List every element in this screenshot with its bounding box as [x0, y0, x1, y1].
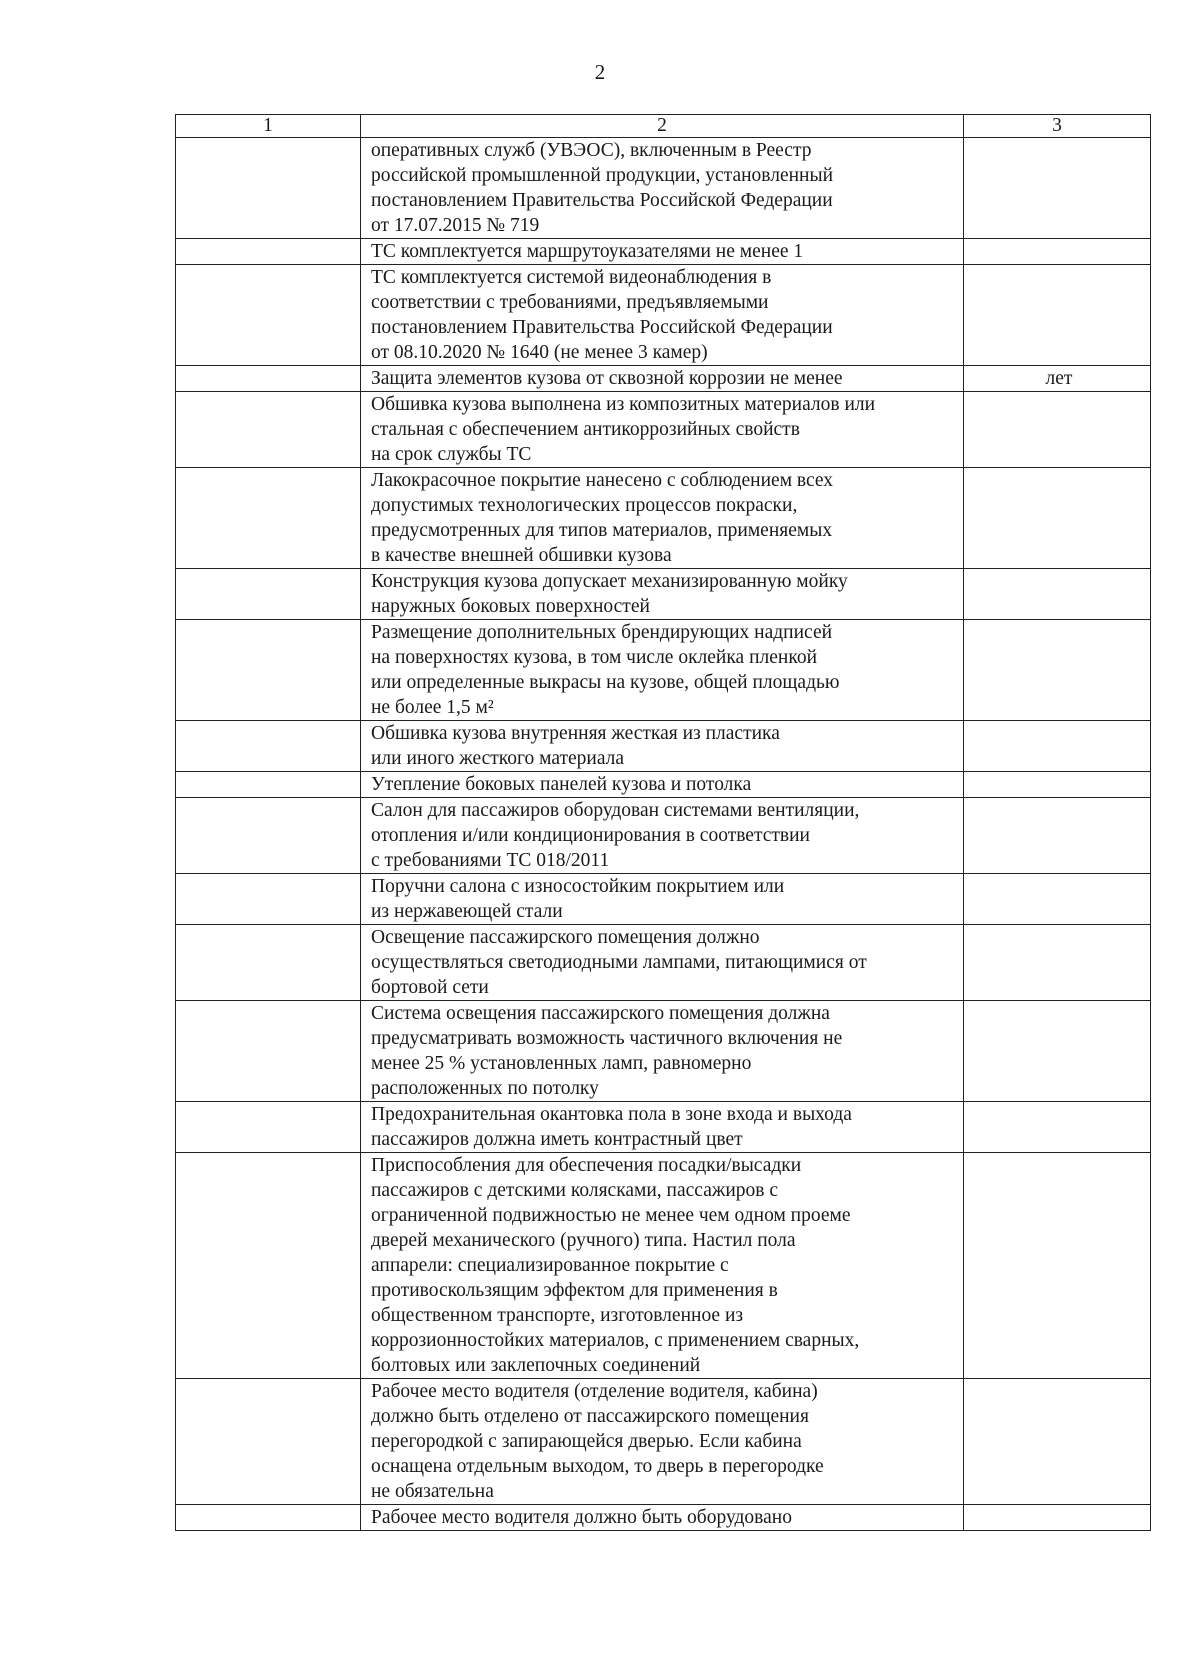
- requirement-text-line: от 08.10.2020 № 1640 (не менее 3 камер): [371, 342, 708, 363]
- value-cell: [964, 265, 1151, 366]
- requirement-cell: [361, 239, 964, 265]
- requirement-text-line: или определенные выкрасы на кузове, общей площадью: [371, 672, 840, 693]
- row-number-cell: [176, 925, 361, 1001]
- requirement-cell: [361, 772, 964, 798]
- requirement-text-line: не более 1,5 м²: [371, 697, 494, 718]
- requirement-text-line: Утепление боковых панелей кузова и потолка: [371, 774, 752, 795]
- requirements-table: [175, 114, 1151, 1531]
- requirement-text-line: оснащена отдельным выходом, то дверь в перегородке: [371, 1456, 824, 1477]
- row-number-cell: [176, 798, 361, 874]
- row-number-cell: [176, 265, 361, 366]
- row-number-cell: [176, 239, 361, 265]
- requirement-cell: [361, 366, 964, 392]
- requirement-text-line: на поверхностях кузова, в том числе оклейка пленкой: [371, 647, 818, 668]
- requirement-text-line: Система освещения пассажирского помещения должна: [371, 1003, 830, 1024]
- requirement-text-line: ТС комплектуется маршрутоуказателями не менее 1: [371, 241, 804, 262]
- table-row: [176, 392, 1151, 468]
- row-number-cell: [176, 1379, 361, 1505]
- requirement-text-line: оперативных служб (УВЭОС), включенным в Реестр: [371, 140, 812, 161]
- requirement-cell: [361, 925, 964, 1001]
- requirement-text-line: Обшивка кузова выполнена из композитных материалов или: [371, 394, 876, 415]
- requirement-text-line: стальная с обеспечением антикоррозийных свойств: [371, 419, 800, 440]
- column-header-1: 1: [176, 115, 361, 138]
- requirement-text-line: предусмотренных для типов материалов, применяемых: [371, 520, 833, 541]
- row-number-cell: [176, 138, 361, 239]
- requirement-text-line: предусматривать возможность частичного включения не: [371, 1028, 843, 1049]
- value-cell: [964, 1505, 1151, 1531]
- value-cell: [964, 721, 1151, 772]
- requirement-text-line: аппарели: специализированное покрытие с: [371, 1255, 729, 1276]
- table-row: [176, 874, 1151, 925]
- row-number-cell: [176, 620, 361, 721]
- table-row: [176, 925, 1151, 1001]
- value-cell: [964, 1153, 1151, 1379]
- row-number-cell: [176, 392, 361, 468]
- value-cell: [964, 874, 1151, 925]
- requirement-text-line: должно быть отделено от пассажирского помещения: [371, 1406, 809, 1427]
- value-cell: [964, 138, 1151, 239]
- requirement-text-line: пассажиров с детскими колясками, пассажиров с: [371, 1180, 778, 1201]
- requirement-text-line: Рабочее место водителя (отделение водителя, кабина): [371, 1381, 818, 1402]
- requirement-text-line: Освещение пассажирского помещения должно: [371, 927, 760, 948]
- requirement-cell: [361, 1102, 964, 1153]
- requirement-text-line: Приспособления для обеспечения посадки/высадки: [371, 1155, 802, 1176]
- requirement-cell: [361, 1001, 964, 1102]
- requirement-text-line: от 17.07.2015 № 719: [371, 215, 540, 236]
- requirement-text-line: Салон для пассажиров оборудован системами вентиляции,: [371, 800, 860, 821]
- table-body: [176, 138, 1151, 1531]
- requirement-cell: [361, 392, 964, 468]
- requirement-text-line: постановлением Правительства Российской Федерации: [371, 190, 833, 211]
- table-header-row: [176, 115, 1151, 138]
- value-cell: [964, 772, 1151, 798]
- requirement-cell: [361, 1379, 964, 1505]
- value-cell: [964, 468, 1151, 569]
- requirement-cell: [361, 1505, 964, 1531]
- requirement-text-line: Рабочее место водителя должно быть оборудовано: [371, 1507, 792, 1528]
- value-cell: [964, 1001, 1151, 1102]
- requirement-text-line: с требованиями ТС 018/2011: [371, 850, 610, 871]
- requirement-text-line: болтовых или заклепочных соединений: [371, 1355, 701, 1376]
- requirement-text-line: расположенных по потолку: [371, 1078, 599, 1099]
- column-header-2: 2: [361, 115, 964, 138]
- requirement-text-line: соответствии с требованиями, предъявляемыми: [371, 292, 769, 313]
- row-number-cell: [176, 1001, 361, 1102]
- table-row: [176, 1102, 1151, 1153]
- table-row: [176, 798, 1151, 874]
- table-row: [176, 569, 1151, 620]
- value-cell: [964, 392, 1151, 468]
- value-cell: [964, 620, 1151, 721]
- table-row: [176, 1153, 1151, 1379]
- table-row: [176, 620, 1151, 721]
- requirement-cell: [361, 620, 964, 721]
- requirement-text-line: Лакокрасочное покрытие нанесено с соблюдением всех: [371, 470, 834, 491]
- table-row: [176, 1379, 1151, 1505]
- table-row: [176, 468, 1151, 569]
- row-number-cell: [176, 1102, 361, 1153]
- requirement-text-line: дверей механического (ручного) типа. Настил пола: [371, 1230, 796, 1251]
- requirement-cell: [361, 721, 964, 772]
- row-number-cell: [176, 468, 361, 569]
- table-row: [176, 1001, 1151, 1102]
- row-number-cell: [176, 721, 361, 772]
- requirement-text-line: ТС комплектуется системой видеонаблюдения в: [371, 267, 772, 288]
- requirement-text-line: общественном транспорте, изготовленное из: [371, 1305, 744, 1326]
- requirement-text-line: Предохранительная окантовка пола в зоне входа и выхода: [371, 1104, 852, 1125]
- row-number-cell: [176, 772, 361, 798]
- value-cell: [964, 798, 1151, 874]
- requirement-cell: [361, 265, 964, 366]
- requirement-text-line: из нержавеющей стали: [371, 901, 563, 922]
- requirement-text-line: пассажиров должна иметь контрастный цвет: [371, 1129, 743, 1150]
- requirement-text-line: Конструкция кузова допускает механизированную мойку: [371, 571, 848, 592]
- requirement-text-line: в качестве внешней обшивки кузова: [371, 545, 672, 566]
- requirement-cell: [361, 569, 964, 620]
- value-cell: [964, 569, 1151, 620]
- row-number-cell: [176, 366, 361, 392]
- table-row: [176, 239, 1151, 265]
- requirement-text-line: отопления и/или кондиционирования в соответствии: [371, 825, 810, 846]
- requirement-text-line: менее 25 % установленных ламп, равномерно: [371, 1053, 752, 1074]
- requirement-text-line: или иного жесткого материала: [371, 748, 625, 769]
- requirement-cell: [361, 1153, 964, 1379]
- requirement-text-line: коррозионностойких материалов, с применением сварных,: [371, 1330, 860, 1351]
- row-number-cell: [176, 1505, 361, 1531]
- table-row: [176, 721, 1151, 772]
- requirement-text-line: бортовой сети: [371, 977, 489, 998]
- requirement-text-line: постановлением Правительства Российской Федерации: [371, 317, 833, 338]
- requirement-text-line: Обшивка кузова внутренняя жесткая из пластика: [371, 723, 780, 744]
- row-number-cell: [176, 569, 361, 620]
- table-row: [176, 1505, 1151, 1531]
- requirement-text-line: ограниченной подвижностью не менее чем одном проеме: [371, 1205, 851, 1226]
- requirement-text-line: не обязательна: [371, 1481, 494, 1502]
- table-row: [176, 138, 1151, 239]
- value-cell: [964, 239, 1151, 265]
- requirement-cell: [361, 874, 964, 925]
- value-cell: [964, 1379, 1151, 1505]
- requirement-text-line: Размещение дополнительных брендирующих надписей: [371, 622, 833, 643]
- requirement-text-line: противоскользящим эффектом для применения в: [371, 1280, 778, 1301]
- requirement-text-line: Защита элементов кузова от сквозной коррозии не менее: [371, 368, 843, 389]
- column-header-3: 3: [964, 115, 1151, 138]
- requirement-cell: [361, 138, 964, 239]
- value-cell: [964, 925, 1151, 1001]
- requirement-cell: [361, 798, 964, 874]
- page-number: 2: [594, 60, 606, 84]
- table-row: [176, 366, 1151, 392]
- requirement-text-line: на срок службы ТС: [371, 444, 532, 465]
- requirement-text-line: наружных боковых поверхностей: [371, 596, 650, 617]
- row-number-cell: [176, 1153, 361, 1379]
- value-cell: лет: [964, 366, 1151, 392]
- row-number-cell: [176, 874, 361, 925]
- table-row: [176, 265, 1151, 366]
- requirement-cell: [361, 468, 964, 569]
- requirement-text-line: перегородкой с запирающейся дверью. Если кабина: [371, 1431, 802, 1452]
- requirement-text-line: осуществляться светодиодными лампами, питающимися от: [371, 952, 867, 973]
- value-cell: [964, 1102, 1151, 1153]
- requirement-text-line: допустимых технологических процессов покраски,: [371, 495, 798, 516]
- table-row: [176, 772, 1151, 798]
- requirement-text-line: российской промышленной продукции, установленный: [371, 165, 834, 186]
- requirement-text-line: Поручни салона с износостойким покрытием или: [371, 876, 785, 897]
